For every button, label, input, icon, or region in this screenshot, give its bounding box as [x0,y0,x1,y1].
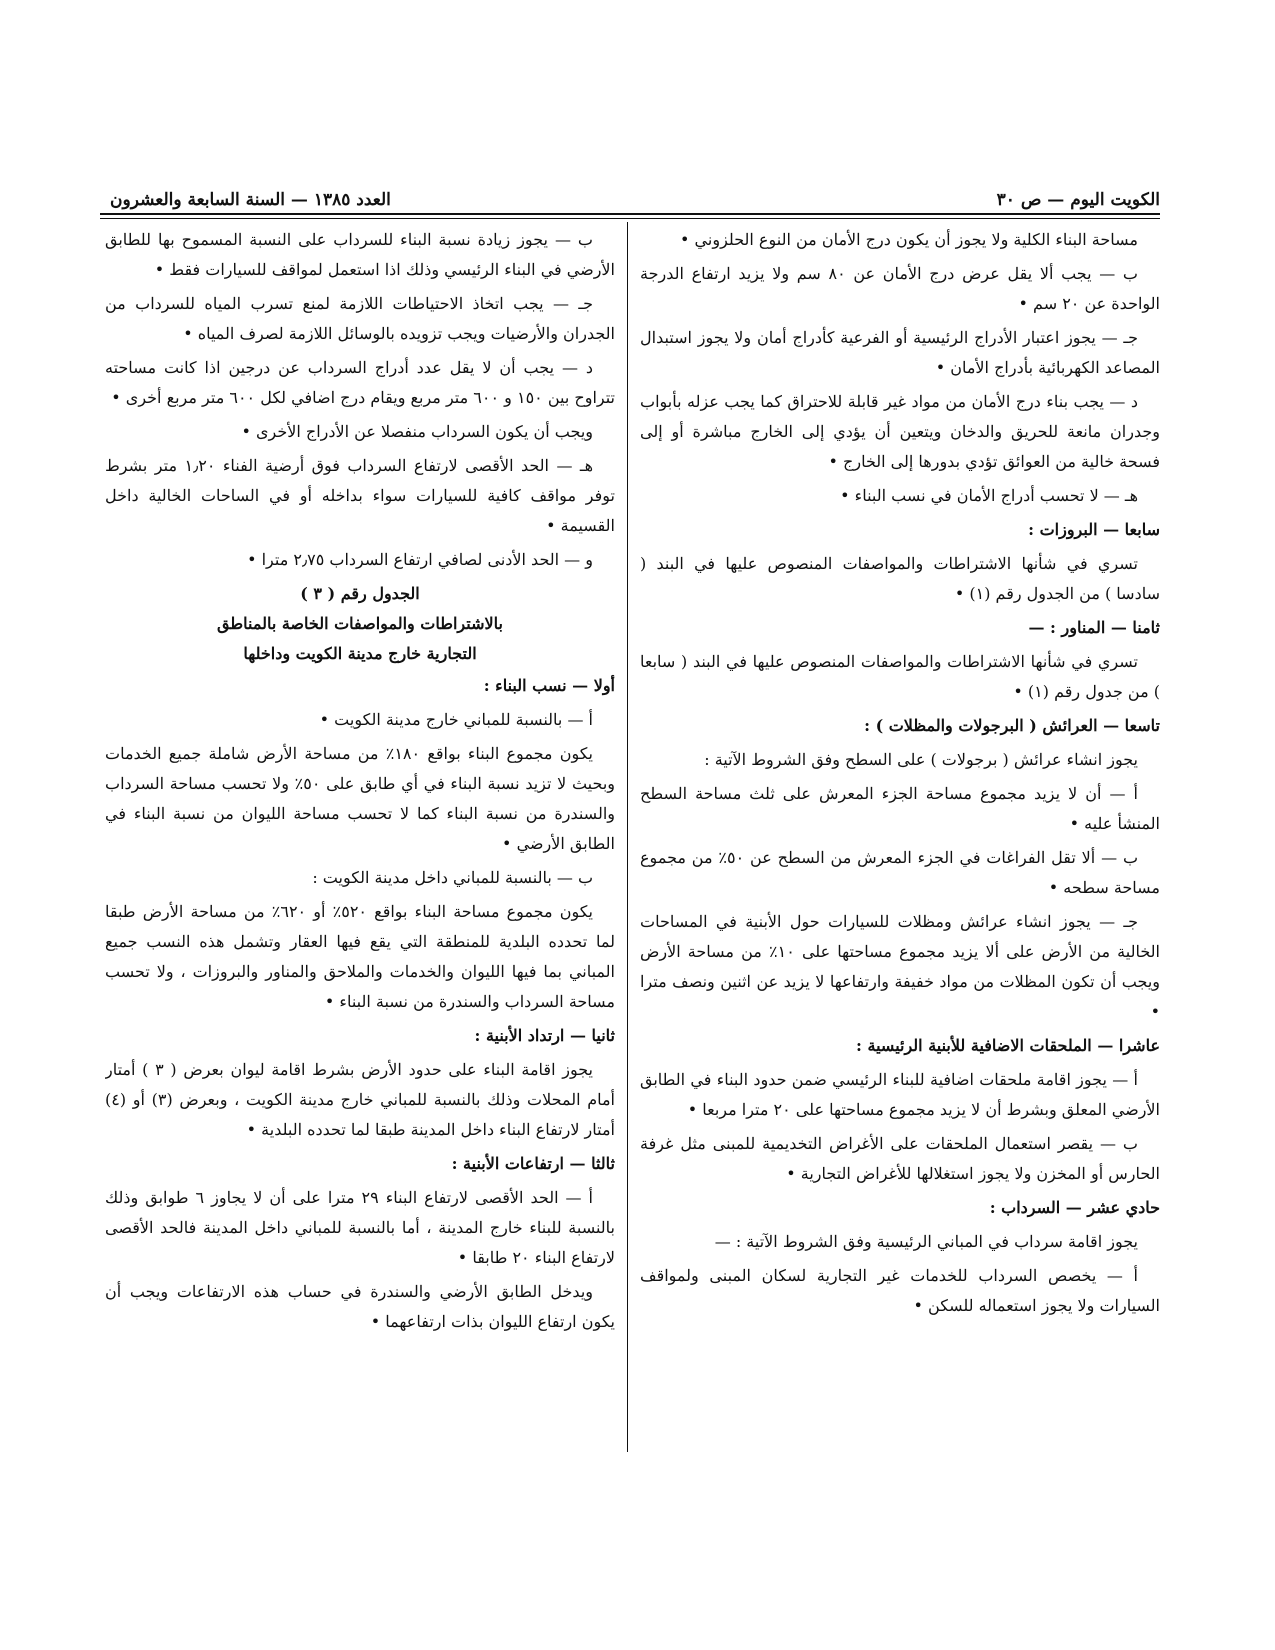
table-title-line: بالاشتراطات والمواصفات الخاصة بالمناطق [217,614,503,633]
paragraph: تسري في شأنها الاشتراطات والمواصفات المنصوص عليها في البند ( سادسا ) من الجدول رقم (١) • [640,554,1160,603]
paragraph: د — يجب أن لا يقل عدد أدراج السرداب عن درجين اذا كانت مساحته تتراوح بين ١٥٠ و ٦٠٠ متر مربع ويقام درج اضافي لكل ٦٠٠ متر مربع أخرى • [105,358,615,407]
paragraph: جـ — يجب اتخاذ الاحتياطات اللازمة لمنع تسرب المياه للسرداب من الجدران والأرضيات ويجب تزويده بالوسائل اللازمة لصرف المياه • [105,294,615,343]
paragraph: هـ — لا تحسب أدراج الأمان في نسب البناء • [840,486,1138,505]
paragraph: يكون مجموع البناء بواقع ١٨٠٪ من مساحة الأرض شاملة جميع الخدمات وبحيث لا تزيد نسبة البناء في أي طابق على ٥٠٪ ولا تحسب مساحة السرداب والسندرة من نسبة البناء كما لا تحسب مساحة الليوان من نسبة البناء في الطابق الأرضي • [105,744,615,853]
page-header [110,180,1160,210]
section-heading: حادي عشر — السرداب : [989,1198,1160,1217]
paragraph: ب — يجوز زيادة نسبة البناء للسرداب على النسبة المسموح بها للطابق الأرضي في البناء الرئيسي وذلك اذا استعمل لمواقف للسيارات فقط • [105,230,615,279]
right-column [640,225,1160,1475]
paragraph: ويدخل الطابق الأرضي والسندرة في حساب هذه الارتفاعات ويجب أن يكون ارتفاع الليوان بذات ارتفاعهما • [105,1282,615,1331]
paragraph: ب — يجب ألا يقل عرض درج الأمان عن ٨٠ سم ولا يزيد ارتفاع الدرجة الواحدة عن ٢٠ سم • [640,264,1160,313]
paragraph: جـ — يجوز اعتبار الأدراج الرئيسية أو الفرعية كأدراج أمان ولا يجوز استبدال المصاعد الكهربائية بأدراج الأمان • [640,328,1160,377]
column-divider [627,222,628,1452]
header-left-issue: العدد ١٣٨٥ — السنة السابعة والعشرون [110,190,391,210]
paragraph: ب — يقصر استعمال الملحقات على الأغراض التخديمية للمبنى مثل غرفة الحارس أو المخزن ولا يجوز استغلالها للأغراض التجارية • [640,1134,1160,1183]
paragraph: يجوز اقامة سرداب في المباني الرئيسية وفق الشروط الآتية : — [714,1232,1138,1251]
paragraph: يجوز اقامة البناء على حدود الأرض بشرط اقامة ليوان بعرض ( ٣ ) أمتار أمام المحلات وذلك بالنسبة للمباني خارج مدينة الكويت ، وبعرض (٣) أو (٤) أمتار لارتفاع البناء داخل المدينة طبقا لما تحدده البلدية • [105,1060,615,1139]
paragraph: جـ — يجوز انشاء عرائش ومظلات للسيارات حول الأبنية في المساحات الخالية من الأرض على ألا يزيد مجموع مساحتها على ١٠٪ من مساحة الأرض ويجب أن تكون المظلات من مواد خفيفة وارتفاعها لا يزيد عن اثنين ونصف مترا • [640,912,1160,1021]
section-heading: أولا — نسب البناء : [483,676,615,695]
table-title-line: التجارية خارج مدينة الكويت وداخلها [243,644,477,663]
section-heading: ثامنا — المناور : — [1028,618,1160,637]
paragraph: د — يجب بناء درج الأمان من مواد غير قابلة للاحتراق كما يجب عزله بأبواب وجدران مانعة للحريق والدخان ويتعين أن يؤدي إلى الخارج مباشرة أو إلى فسحة خالية من العوائق تؤدي بدورها إلى الخارج • [640,392,1160,471]
paragraph: مساحة البناء الكلية ولا يجوز أن يكون درج الأمان من النوع الحلزوني • [680,230,1138,249]
section-heading: تاسعا — العرائش ( البرجولات والمظلات ) : [864,716,1160,735]
section-heading: ثالثا — ارتفاعات الأبنية : [451,1154,615,1173]
paragraph: و — الحد الأدنى لصافي ارتفاع السرداب ٢٫٧٥ مترا • [247,550,593,569]
section-heading: سابعا — البروزات : [1028,520,1160,539]
paragraph: هـ — الحد الأقصى لارتفاع السرداب فوق أرضية الفناء ١٫٢٠ متر بشرط توفر مواقف كافية للسيارات سواء بداخله أو في الساحات الخالية داخل القسيمة • [105,456,615,535]
paragraph: أ — يجوز اقامة ملحقات اضافية للبناء الرئيسي ضمن حدود البناء في الطابق الأرضي المعلق وبشرط أن لا يزيد مجموع مساحتها على ٢٠ مترا مربعا • [640,1070,1160,1119]
paragraph: ويجب أن يكون السرداب منفصلا عن الأدراج الأخرى • [241,422,593,441]
paragraph: أ — بالنسبة للمباني خارج مدينة الكويت • [319,710,593,729]
paragraph: يجوز انشاء عرائش ( برجولات ) على السطح وفق الشروط الآتية : [704,750,1138,769]
paragraph: أ — يخصص السرداب للخدمات غير التجارية لسكان المبنى ولمواقف السيارات ولا يجوز استعماله للسكن • [640,1266,1160,1315]
left-column [105,225,615,1475]
header-right-title: الكويت اليوم — ص ٣٠ [996,190,1160,210]
header-rule-thin [100,218,1160,219]
paragraph: ب — بالنسبة للمباني داخل مدينة الكويت : [312,868,593,887]
table-title-line: الجدول رقم ( ٣ ) [300,584,420,603]
paragraph: ب — ألا تقل الفراغات في الجزء المعرش من السطح عن ٥٠٪ من مجموع مساحة سطحه • [640,848,1160,897]
paragraph: تسري في شأنها الاشتراطات والمواصفات المنصوص عليها في البند ( سابعا ) من جدول رقم (١) • [640,652,1160,701]
section-heading: ثانيا — ارتداد الأبنية : [474,1026,615,1045]
paragraph: أ — الحد الأقصى لارتفاع البناء ٢٩ مترا على أن لا يجاوز ٦ طوابق وذلك بالنسبة للبناء خارج المدينة ، أما بالنسبة للمباني داخل المدينة فالحد الأقصى لارتفاع البناء ٢٠ طابقا • [105,1188,615,1267]
header-rule [100,213,1160,215]
paragraph: أ — أن لا يزيد مجموع مساحة الجزء المعرش على ثلث مساحة السطح المنشأ عليه • [640,784,1160,833]
paragraph: يكون مجموع مساحة البناء بواقع ٥٢٠٪ أو ٦٢٠٪ من مساحة الأرض طبقا لما تحدده البلدية للمنطقة التي يقع فيها العقار وتشمل هذه النسب جميع المباني بما فيها الليوان والخدمات والملاحق والمناور والبروزات ، ولا تحسب مساحة السرداب والسندرة من نسبة البناء • [105,902,615,1011]
section-heading: عاشرا — الملحقات الاضافية للأبنية الرئيسية : [856,1036,1160,1055]
